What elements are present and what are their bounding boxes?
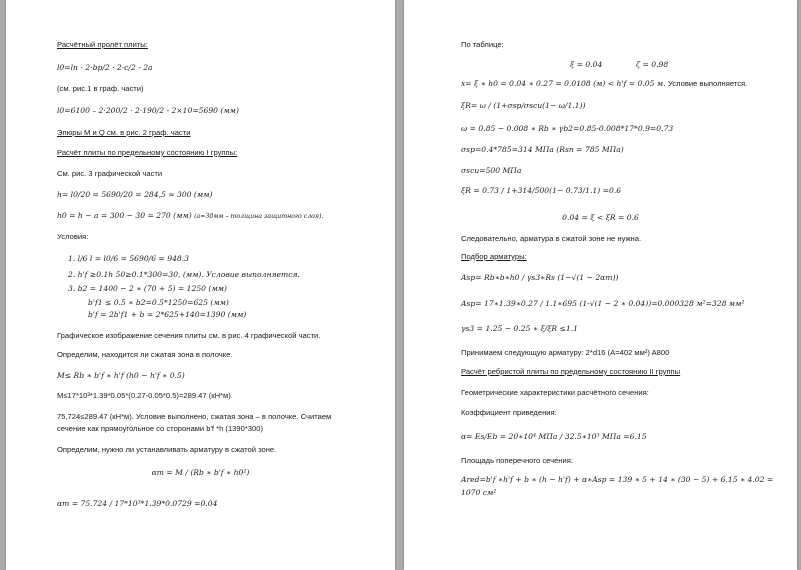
formula-a-red: Ared=b'f ∗h'f + b ∗ (h − h'f) + α∗Asp = 139 ∗ 5 + 14 ∗ (30 − 5) + 6.15 ∗ 4.02 = <box>461 475 774 484</box>
condition-b-f1: b'f1 ≤ 0.5 ∗ b2=0.5*1250=625 (мм) <box>88 298 229 307</box>
area-label-text: Площадь поперечного сечения: <box>461 456 573 465</box>
note-fig1: (см. рис.1 в граф. части) <box>57 84 144 93</box>
heading-group1: Расчёт плиты по предельному состоянию I группы: <box>57 148 238 157</box>
note-fig4: Графическое изображение сечения плиты см. в рис. 4 графической части. <box>57 331 321 340</box>
formula-moment-value: M≤17*10³*1.39*0.05*(0.27-0.05*0.5)=289.47 (кН*м). <box>57 391 233 400</box>
formula-alpha-m-value: αm = 75.724 / 17*10³*1.39*0.0729 =0.04 <box>57 499 218 508</box>
heading-group2: Расчёт ребристой плиты по предельному состоянию II группы <box>461 367 681 376</box>
note-fig3: См. рис. 3 графической части <box>57 169 163 178</box>
xi-condition: 0.04 = ξ < ξR = 0.6 <box>562 213 639 222</box>
table-label: По таблице: <box>461 40 504 49</box>
formula-alpha-m: αm = M / (Rb ∗ b'f ∗ h0²) <box>151 468 250 477</box>
reduction-label: Коэффициент приведения: <box>461 408 557 417</box>
heading-rebar-selection: Подбор арматуры: <box>461 252 527 261</box>
document-page-left <box>6 0 395 570</box>
geometric-label: Геометрические характеристики расчётного сечения: <box>461 388 649 397</box>
document-page-right <box>404 0 797 570</box>
xi-value: ξ = 0.04 <box>570 60 603 69</box>
formula-sigma-scu: σscu=500 МПа <box>461 166 522 175</box>
rebar-check: Определим, нужно ли устанавливать арматуру в сжатой зоне. <box>57 445 277 454</box>
formula-l0-value: l0=6100 – 2·200/2 · 2·190/2 - 2×10=5690 (мм) <box>57 106 239 115</box>
heading-span: Расчётный пролёт плиты: <box>57 40 148 49</box>
formula-sigma-sp: σsp=0.4*785=314 МПа (Rsn = 785 МПа) <box>461 145 624 154</box>
area-label <box>461 456 573 466</box>
condition-3: 3. b2 = 1400 − 2 ∗ (70 + 5) = 1250 (мм) <box>68 284 227 293</box>
formula-x <box>461 79 747 89</box>
formula-xi-r-value: ξR = 0.73 / 1+314/500(1− 0.73/1.1) =0.6 <box>461 186 622 195</box>
formula-alpha: α= Es/Eb = 20∗10⁴ МПа / 32.5∗10³ МПа =6.15 <box>461 432 647 441</box>
conditions-label: Условия: <box>57 232 89 241</box>
accepted-rebar: Принимаем следующую арматуру: 2*d16 (A=402 мм²) A800 <box>461 348 670 357</box>
compressed-zone-check: Определим, находится ли сжатая зона в полочке. <box>57 350 233 359</box>
formula-omega: ω = 0.85 − 0.008 ∗ Rb ∗ γb2=0.85-0.008*17*0.9=0.73 <box>461 124 674 133</box>
condition-1: 1. l/6 l = l0/6 = 5690/6 = 948.3 <box>68 254 189 263</box>
moment-result-line2: сечение как прямоугольное со сторонами b'f *h (1390*300) <box>57 424 263 433</box>
zeta-value: ζ = 0.98 <box>636 60 669 69</box>
formula-h0 <box>57 211 323 222</box>
condition-b-f: b'f = 2b'f1 + b = 2*625+140=1390 (мм) <box>88 310 247 319</box>
formula-gamma-s3: γs3 = 1.25 − 0.25 ∗ ξ/ξR ≤1.1 <box>461 324 578 333</box>
no-rebar-conclusion: Следовательно, арматура в сжатой зоне не нужна. <box>461 234 642 243</box>
formula-xi-r: ξR= ω / (1+σsp/σscu(1− ω/1.1)) <box>461 101 586 110</box>
formula-a-sp-value: Asp= 17∗1.39∗0.27 / 1.1∗695 (1-√(1 − 2 ∗ 0.04))=0.000328 м²=328 мм² <box>461 299 745 308</box>
formula-l0-general: l0=ln - 2·bp/2 · 2·c/2 - 2a <box>57 63 153 72</box>
formula-h: h= l0/20 = 5690/20 = 284,5 ≈ 300 (мм) <box>57 190 213 199</box>
note-diagrams: Эпюры M и Q см. в рис. 2 граф. части <box>57 128 191 137</box>
formula-h0-note: (a=30мм – толщина защитного слоя). <box>194 213 324 220</box>
moment-result-line1: 75,724≤289.47 (кН*м). Условие выполнено, сжатая зона – в полочке. Считаем <box>57 412 332 421</box>
condition-2: 2. h'f ≥0.1h 50≥0.1*300=30, (мм). Условие выполняется. <box>68 270 300 279</box>
formula-h0-main: h0 = h − a = 300 − 30 = 270 (мм) <box>57 211 192 220</box>
formula-x-main: x= ξ ∗ h0 = 0.04 ∗ 0.27 = 0.0108 (м) < h'f = 0.05 м. <box>461 79 666 88</box>
formula-a-red-result: 1070 см² <box>461 488 497 497</box>
formula-moment: M≤ Rb ∗ b'f ∗ h'f (h0 − h'f ∗ 0.5) <box>57 371 185 380</box>
formula-x-note: Условие выполняется. <box>667 79 748 88</box>
formula-a-sp-general: Asp= Rb∗b∗h0 / γs3∗Rs (1−√(1 − 2αm)) <box>461 273 619 282</box>
